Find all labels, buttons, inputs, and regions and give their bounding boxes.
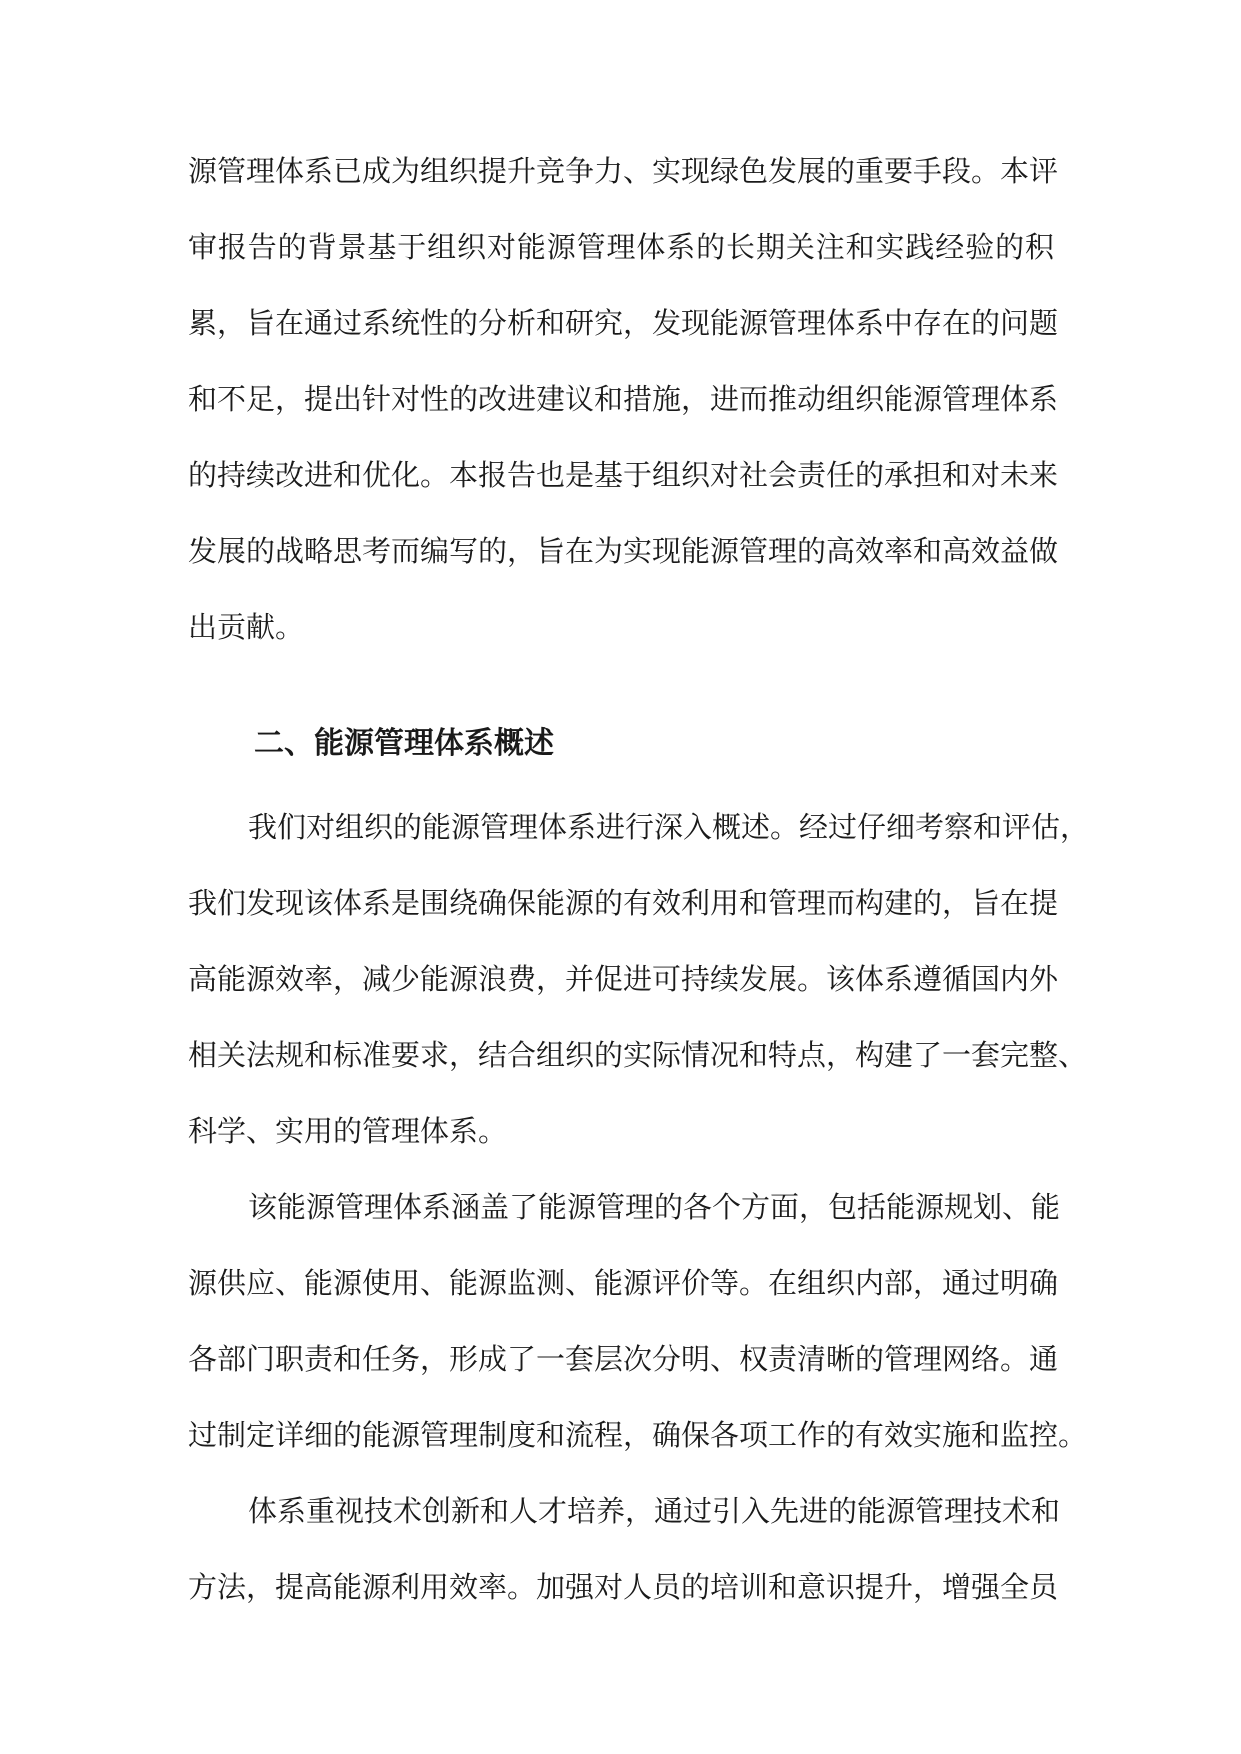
text-line: 审报告的背景基于组织对能源管理体系的长期关注和实践经验的积 <box>188 230 1054 264</box>
text-line: 我们发现该体系是围绕确保能源的有效利用和管理而构建的，旨在提 <box>188 886 1059 920</box>
text-line: 相关法规和标准要求，结合组织的实际情况和特点，构建了一套完整、 <box>188 1038 1088 1072</box>
text-line: 过制定详细的能源管理制度和流程，确保各项工作的有效实施和监控。 <box>188 1418 1088 1452</box>
text-line: 累，旨在通过系统性的分析和研究，发现能源管理体系中存在的问题 <box>188 306 1059 340</box>
text-line: 该能源管理体系涵盖了能源管理的各个方面，包括能源规划、能 <box>248 1190 1061 1224</box>
text-line: 我们对组织的能源管理体系进行深入概述。经过仔细考察和评估， <box>248 810 1090 844</box>
text-line: 出贡献。 <box>188 610 305 644</box>
section-heading: 二、能源管理体系概述 <box>254 726 554 761</box>
paragraph-scope <box>188 1169 1088 1473</box>
text-line: 源供应、能源使用、能源监测、能源评价等。在组织内部，通过明确 <box>188 1266 1059 1300</box>
paragraph-overview <box>188 789 1090 1169</box>
text-line: 和不足，提出针对性的改进建议和措施，进而推动组织能源管理体系 <box>188 382 1059 416</box>
text-line: 发展的战略思考而编写的，旨在为实现能源管理的高效率和高效益做 <box>188 534 1059 568</box>
text-line: 体系重视技术创新和人才培养，通过引入先进的能源管理技术和 <box>248 1494 1061 1528</box>
text-line: 科学、实用的管理体系。 <box>188 1114 508 1148</box>
text-line: 源管理体系已成为组织提升竞争力、实现绿色发展的重要手段。本评 <box>188 154 1059 188</box>
text-line: 的持续改进和优化。本报告也是基于组织对社会责任的承担和对未来 <box>188 458 1059 492</box>
paragraph-innovation <box>188 1473 1061 1625</box>
text-line: 各部门职责和任务，形成了一套层次分明、权责清晰的管理网络。通 <box>188 1342 1059 1376</box>
document-page <box>188 133 1090 1625</box>
text-line: 高能源效率，减少能源浪费，并促进可持续发展。该体系遵循国内外 <box>188 962 1059 996</box>
text-line: 方法，提高能源利用效率。加强对人员的培训和意识提升，增强全员 <box>188 1570 1059 1604</box>
paragraph-intro-continued <box>188 133 1059 665</box>
